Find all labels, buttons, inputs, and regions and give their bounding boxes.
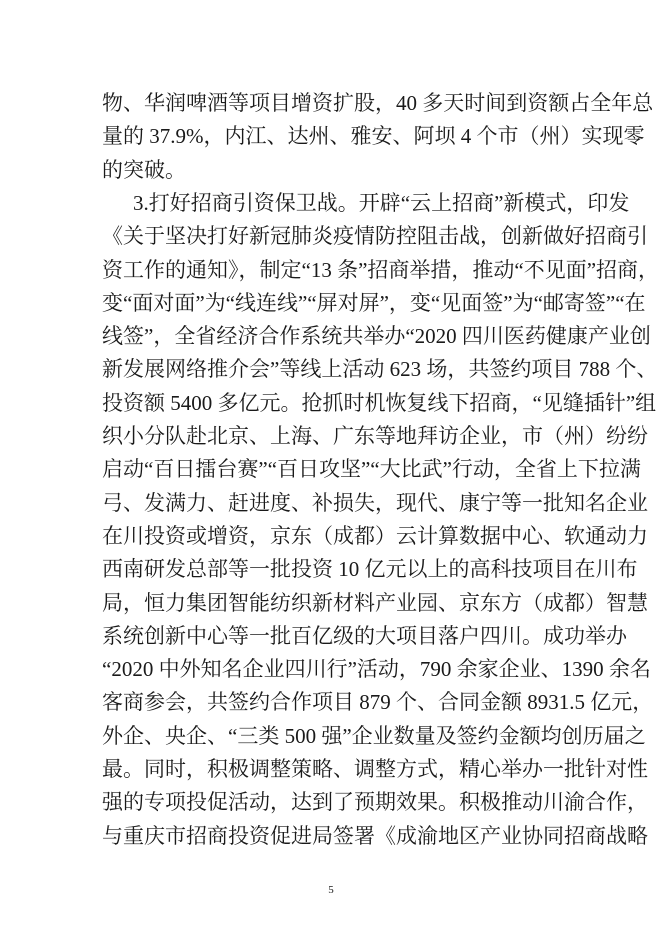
text-line: 与重庆市招商投资促进局签署《成渝地区产业协同招商战略 [102,823,648,848]
text-line: 强的专项投促活动，达到了预期效果。积极推动川渝合作， [102,790,648,815]
text-line: 3.打好招商引资保卫战。开辟“云上招商”新模式，印发 [133,190,630,215]
text-line: 线签”，全省经济合作系统共举办“2020 四川医药健康产业创 [102,324,651,349]
text-line: 系统创新中心等一批百亿级的大项目落户四川。成功举办 [102,623,627,648]
text-line: 量的 37.9%，内江、达州、雅安、阿坝 4 个市（州）实现零 [102,124,645,149]
text-line: 《关于坚决打好新冠肺炎疫情防控阻击战，创新做好招商引 [102,224,648,249]
text-line: 的突破。 [102,157,186,182]
text-line: 客商参会，共签约合作项目 879 个、合同金额 8931.5 亿元， [102,690,654,715]
text-line: 投资额 5400 多亿元。抢抓时机恢复线下招商，“见缝插针”组 [102,390,657,415]
text-line: 织小分队赴北京、上海、广东等地拜访企业，市（州）纷纷 [102,424,648,448]
text-line: 最。同时，积极调整策略、调整方式，精心举办一批针对性 [102,757,648,781]
text-line: 物、华润啤酒等项目增资扩股，40 多天时间到资额占全年总 [102,91,654,115]
text-line: 启动“百日擂台赛”“百日攻坚”“大比武”行动，全省上下拉满 [102,457,641,482]
text-line: 变“面对面”为“线连线”“屏对屏”，变“见面签”为“邮寄签”“在 [102,290,646,315]
text-line: 新发展网络推介会”等线上活动 623 场，共签约项目 788 个、 [102,357,658,382]
page-number: 5 [328,884,334,896]
text-line: 资工作的通知》，制定“13 条”招商举措，推动“不见面”招商， [102,257,660,282]
text-line: 在川投资或增资，京东（成都）云计算数据中心、软通动力 [102,523,648,548]
text-line: 弓、发满力、赶进度、补损失，现代、康宁等一批知名企业 [102,490,648,515]
text-line: 局，恒力集团智能纺织新材料产业园、京东方（成都）智慧 [102,590,648,615]
text-line: “2020 中外知名企业四川行”活动，790 余家企业、1390 余名 [102,657,651,682]
text-line: 外企、央企、“三类 500 强”企业数量及签约金额均创历届之 [102,723,646,748]
text-line: 西南研发总部等一批投资 10 亿元以上的高科技项目在川布 [102,557,638,582]
